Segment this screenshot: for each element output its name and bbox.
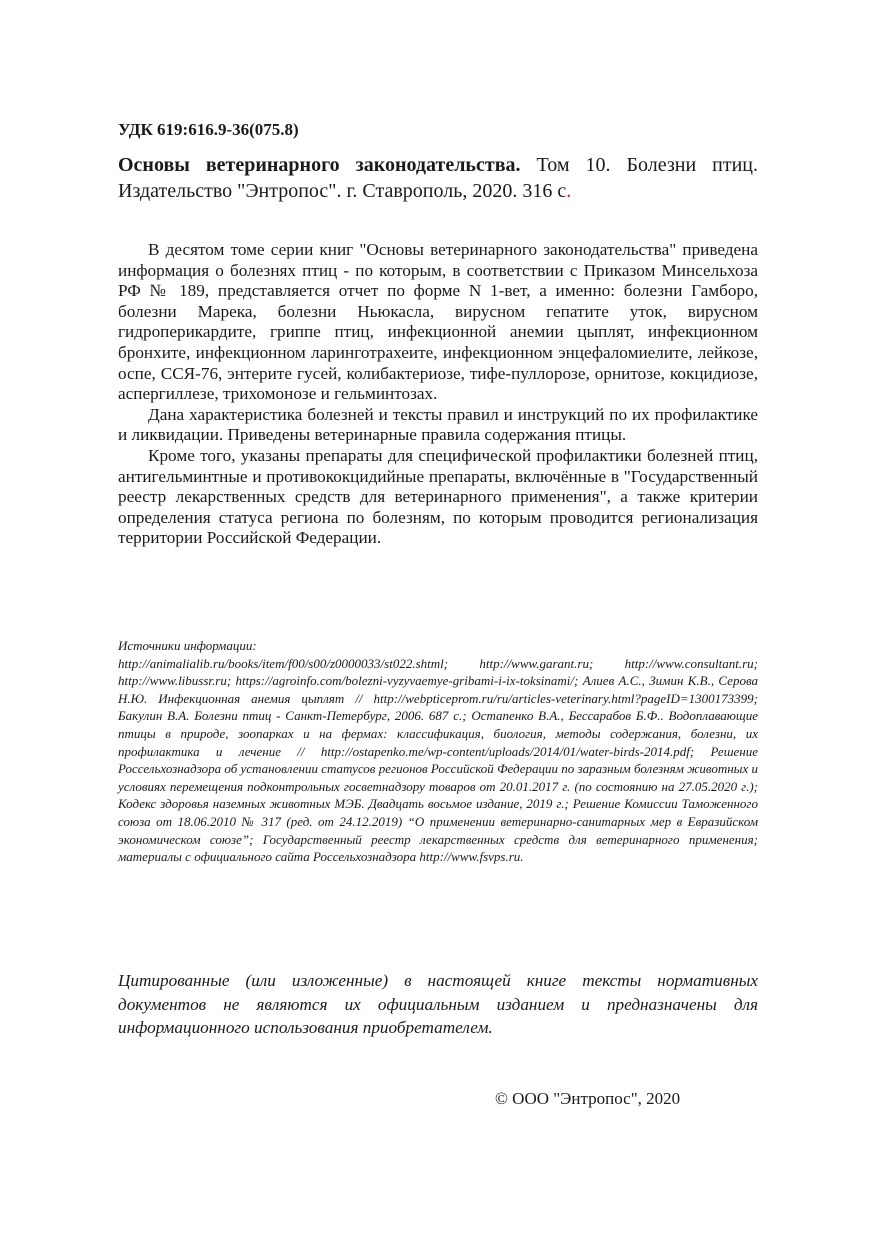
sources-block	[118, 637, 758, 866]
title-end-mark: .	[566, 180, 572, 202]
document-page	[118, 0, 758, 1240]
abstract-paragraph-1: В десятом томе серии книг "Основы ветеринарного законодательства" приведена информация о болезнях птиц - по которым, в соответствии с Приказом Минсельхоза РФ № 189, представляется отчет по форме N 1-вет, а именно: болезни Гамборо, болезни Марека, болезни Ньюкасла, вирусном гепатите уток, вирусном гидроперикардите, гриппе птиц, инфекционной анемии цыплят, инфекционном бронхите, инфекционном ларинготрахеите, инфекционном энцефаломиелите, лейкозе, оспе, ССЯ-76, энтерите гусей, колибактериозе, тифе-пуллорозе, орнитозе, кокцидиозе, аспергиллезе, трихомонозе и гельминтозах.	[118, 240, 758, 404]
bibliographic-title	[118, 152, 758, 204]
disclaimer: Цитированные (или изложенные) в настоящей книге тексты нормативных документов не являются их официальным изданием и предназначены для информационного использования приобретателем.	[118, 971, 758, 1037]
copyright: © ООО "Энтропос", 2020	[495, 1089, 681, 1108]
abstract	[118, 240, 758, 549]
abstract-paragraph-3: Кроме того, указаны препараты для специфической профилактики болезней птиц, антигельминтные и противококцидийные препараты, включённые в "Государственный реестр лекарственных средств для ветеринарного применения", а также критерии определения статуса региона по болезням, по которым проводится регионализация территории Российской Федерации.	[118, 445, 758, 548]
sources-label: Источники информации:	[118, 638, 257, 653]
sources-text: http://animalialib.ru/books/item/f00/s00/z0000033/st022.shtml; http://www.garant.ru; http://www.consultant.ru; http://www.libussr.ru; https://agroinfo.com/bolezni-vyzyvaemye-gribami-i-ix-toksinami/; Алиев А.С., Зимин К.В., Серова Н.Ю. Инфекционная анемия цыплят // http://webpticeprom.ru/ru/articles-veterinary.html?pageID=1300173399; Бакулин В.А. Болезни птиц - Санкт-Петербург, 2006. 687 с.; Остапенко В.А., Бессарабов Б.Ф.. Водоплавающие птицы в природе, зоопарках и на фермах: классификация, биология, методы содержания, болезни, их профилактика и лечение // http://ostapenko.me/wp-content/uploads/2014/01/water-birds-2014.pdf; Решение Россельхознадзора об установлении статусов регионов Российской Федерации по заразным болезням животных и условиях перемещения подконтрольных госветнадзору товаров от 20.01.2017 г. (по состоянию на 27.05.2020 г.); Кодекс здоровья наземных животных МЭБ. Двадцать восьмое издание, 2019 г.; Решение Комиссии Таможенного союза от 18.06.2010 № 317 (ред. от 24.12.2019) “О применении ветеринарно-санитарных мер в Евразийском экономическом союзе”; Государственный реестр лекарственных средств для ветеринарного применения; материалы с официального сайта Россельхознадзора http://www.fsvps.ru.	[118, 655, 758, 865]
udk-code: УДК 619:616.9-36(075.8)	[118, 120, 299, 139]
book-details: Том 10. Болезни птиц. Издательство "Энтропос". г. Ставрополь, 2020. 316 с	[118, 154, 759, 202]
book-title: Основы ветеринарного законодательства.	[118, 154, 521, 176]
abstract-paragraph-2: Дана характеристика болезней и тексты правил и инструкций по их профилактике и ликвидации. Приведены ветеринарные правила содержания птицы.	[118, 404, 758, 445]
